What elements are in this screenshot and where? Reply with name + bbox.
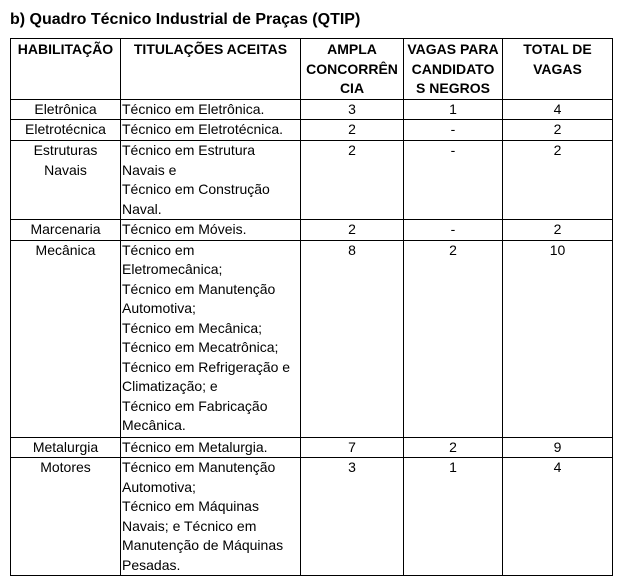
cell-vagas-negros: 1 — [404, 99, 503, 120]
cell-titulacoes-line: Eletromecânica; — [122, 261, 223, 277]
cell-habilitacao — [11, 120, 121, 141]
cell-titulacoes-line: Navais; e Técnico em — [122, 517, 257, 534]
cell-titulacoes-line: Automotiva; — [122, 478, 196, 495]
cell-titulacoes — [121, 99, 301, 120]
cell-titulacoes-line: Navais e — [122, 161, 177, 178]
cell-habilitacao — [11, 458, 121, 576]
cell-titulacoes-line: Técnico em Construção — [122, 181, 270, 197]
cell-titulacoes-line: Técnico em Estrutura — [122, 142, 256, 158]
cell-vagas-negros: - — [404, 141, 503, 220]
cell-vagas-negros: 2 — [404, 240, 503, 437]
cell-titulacoes-line: Automotiva; — [122, 300, 196, 316]
header-total-vagas: TOTAL DE VAGAS — [503, 39, 613, 100]
cell-ampla-concorrencia: 7 — [301, 437, 404, 458]
cell-titulacoes-line: Técnico em Manutenção — [122, 459, 276, 475]
cell-vagas-negros: 1 — [404, 458, 503, 576]
cell-total-vagas: 4 — [503, 458, 613, 576]
table-row — [11, 240, 613, 437]
cell-titulacoes-line: Técnico em Manutenção — [122, 280, 276, 297]
cell-titulacoes-line: Técnico em Eletrônica. — [122, 100, 265, 117]
cell-titulacoes-line: Técnico em Máquinas — [122, 498, 259, 514]
table-header-row — [11, 39, 613, 100]
cell-habilitacao-line: Marcenaria — [30, 221, 101, 237]
cell-ampla-concorrencia: 2 — [301, 220, 404, 241]
cell-total-vagas: 2 — [503, 120, 613, 141]
section-title: b) Quadro Técnico Industrial de Praças (QTIP) — [10, 11, 361, 28]
cell-titulacoes — [121, 240, 301, 437]
cell-titulacoes-line: Naval. — [122, 200, 162, 217]
header-titulacoes: TITULAÇÕES ACEITAS — [121, 39, 301, 100]
cell-habilitacao-line: Navais — [44, 161, 87, 178]
cell-habilitacao — [11, 220, 121, 241]
cell-titulacoes-line: Pesadas. — [122, 556, 181, 573]
cell-titulacoes — [121, 458, 301, 576]
cell-total-vagas: 9 — [503, 437, 613, 458]
cell-total-vagas: 10 — [503, 240, 613, 437]
table-row — [11, 120, 613, 141]
cell-titulacoes-line: Técnico em — [122, 241, 195, 258]
cell-titulacoes-line: Climatização; e — [122, 378, 218, 394]
cell-titulacoes — [121, 120, 301, 141]
cell-habilitacao — [11, 240, 121, 437]
header-vagas-negros: VAGAS PARA CANDIDATO S NEGROS — [404, 39, 503, 100]
cell-total-vagas: 2 — [503, 141, 613, 220]
table-row — [11, 220, 613, 241]
cell-titulacoes-line: Manutenção de Máquinas — [122, 537, 284, 553]
table-row — [11, 99, 613, 120]
cell-ampla-concorrencia: 3 — [301, 458, 404, 576]
cell-habilitacao-line: Mecânica — [35, 241, 96, 258]
header-habilitacao: HABILITAÇÃO — [11, 39, 121, 100]
cell-habilitacao-line: Estruturas — [33, 142, 98, 158]
cell-titulacoes-line: Técnico em Refrigeração e — [122, 358, 291, 375]
cell-total-vagas: 4 — [503, 99, 613, 120]
vacancies-table — [10, 38, 613, 576]
table-row — [11, 437, 613, 458]
table-row — [11, 458, 613, 576]
cell-titulacoes-line: Técnico em Metalurgia. — [122, 438, 268, 455]
cell-ampla-concorrencia: 8 — [301, 240, 404, 437]
cell-titulacoes-line: Técnico em Eletrotécnica. — [122, 121, 284, 137]
cell-ampla-concorrencia: 3 — [301, 99, 404, 120]
cell-habilitacao-line: Metalurgia — [32, 438, 99, 455]
cell-ampla-concorrencia: 2 — [301, 120, 404, 141]
cell-titulacoes — [121, 437, 301, 458]
cell-titulacoes-line: Técnico em Mecatrônica; — [122, 339, 279, 355]
cell-titulacoes-line: Técnico em Fabricação — [122, 397, 268, 414]
cell-total-vagas: 2 — [503, 220, 613, 241]
table-row — [11, 141, 613, 220]
cell-habilitacao-line: Eletrotécnica — [25, 121, 106, 137]
header-ampla-concorrencia: AMPLA CONCORRÊN CIA — [301, 39, 404, 100]
cell-vagas-negros: - — [404, 220, 503, 241]
cell-habilitacao-line: Motores — [40, 459, 91, 475]
cell-titulacoes — [121, 141, 301, 220]
cell-ampla-concorrencia: 2 — [301, 141, 404, 220]
cell-habilitacao — [11, 437, 121, 458]
cell-titulacoes-line: Técnico em Mecânica; — [122, 319, 263, 336]
cell-vagas-negros: 2 — [404, 437, 503, 458]
cell-titulacoes — [121, 220, 301, 241]
cell-vagas-negros: - — [404, 120, 503, 141]
cell-habilitacao-line: Eletrônica — [34, 100, 97, 117]
cell-habilitacao — [11, 99, 121, 120]
cell-titulacoes-line: Técnico em Móveis. — [122, 221, 247, 237]
cell-titulacoes-line: Mecânica. — [122, 417, 186, 433]
cell-habilitacao — [11, 141, 121, 220]
